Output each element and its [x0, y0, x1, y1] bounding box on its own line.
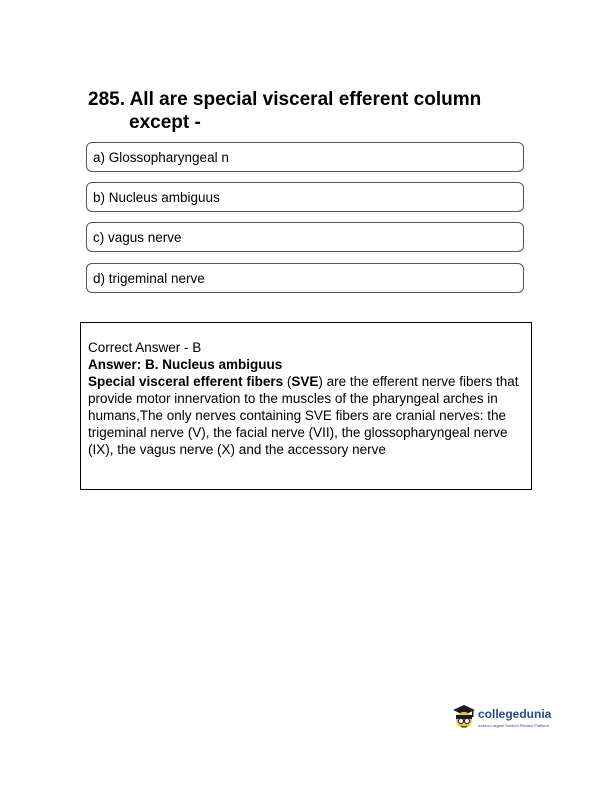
- option-c[interactable]: c) vagus nerve: [86, 222, 524, 252]
- explanation-body: ) are the efferent nerve fibers that provide motor innervation to the muscles of the pharyngeal arches in humans,The only nerves containing SVE fibers are cranial nerves: the trigeminal nerve (V), the facial nerve (VII), the glossopharyngeal nerve (IX), the vagus nerve (X) and the accessory nerve: [88, 374, 519, 457]
- logo-tagline: India's Largest Student Review Platform: [478, 723, 550, 728]
- option-a[interactable]: a) Glossopharyngeal n: [86, 142, 524, 172]
- answer-explanation: [88, 373, 524, 458]
- option-b[interactable]: b) Nucleus ambiguus: [86, 182, 524, 212]
- graduate-mascot-icon: [452, 703, 476, 733]
- collegedunia-logo: [452, 703, 572, 737]
- answer-box: [80, 322, 532, 490]
- explanation-lead: Special visceral efferent fibers: [88, 374, 284, 389]
- explanation-sve: SVE: [291, 374, 319, 389]
- option-d[interactable]: d) trigeminal nerve: [86, 263, 524, 293]
- question-number: 285.: [88, 89, 125, 110]
- logo-wordmark: collegedunia: [478, 707, 552, 721]
- question-text-line2: except -: [129, 112, 201, 133]
- answer-line: Answer: B. Nucleus ambiguus: [88, 357, 283, 372]
- question-title: [88, 88, 528, 134]
- explanation-paren: (: [283, 374, 292, 389]
- question-text-line1: All are special visceral efferent column: [129, 89, 482, 110]
- correct-answer-label: Correct Answer - B: [88, 340, 202, 355]
